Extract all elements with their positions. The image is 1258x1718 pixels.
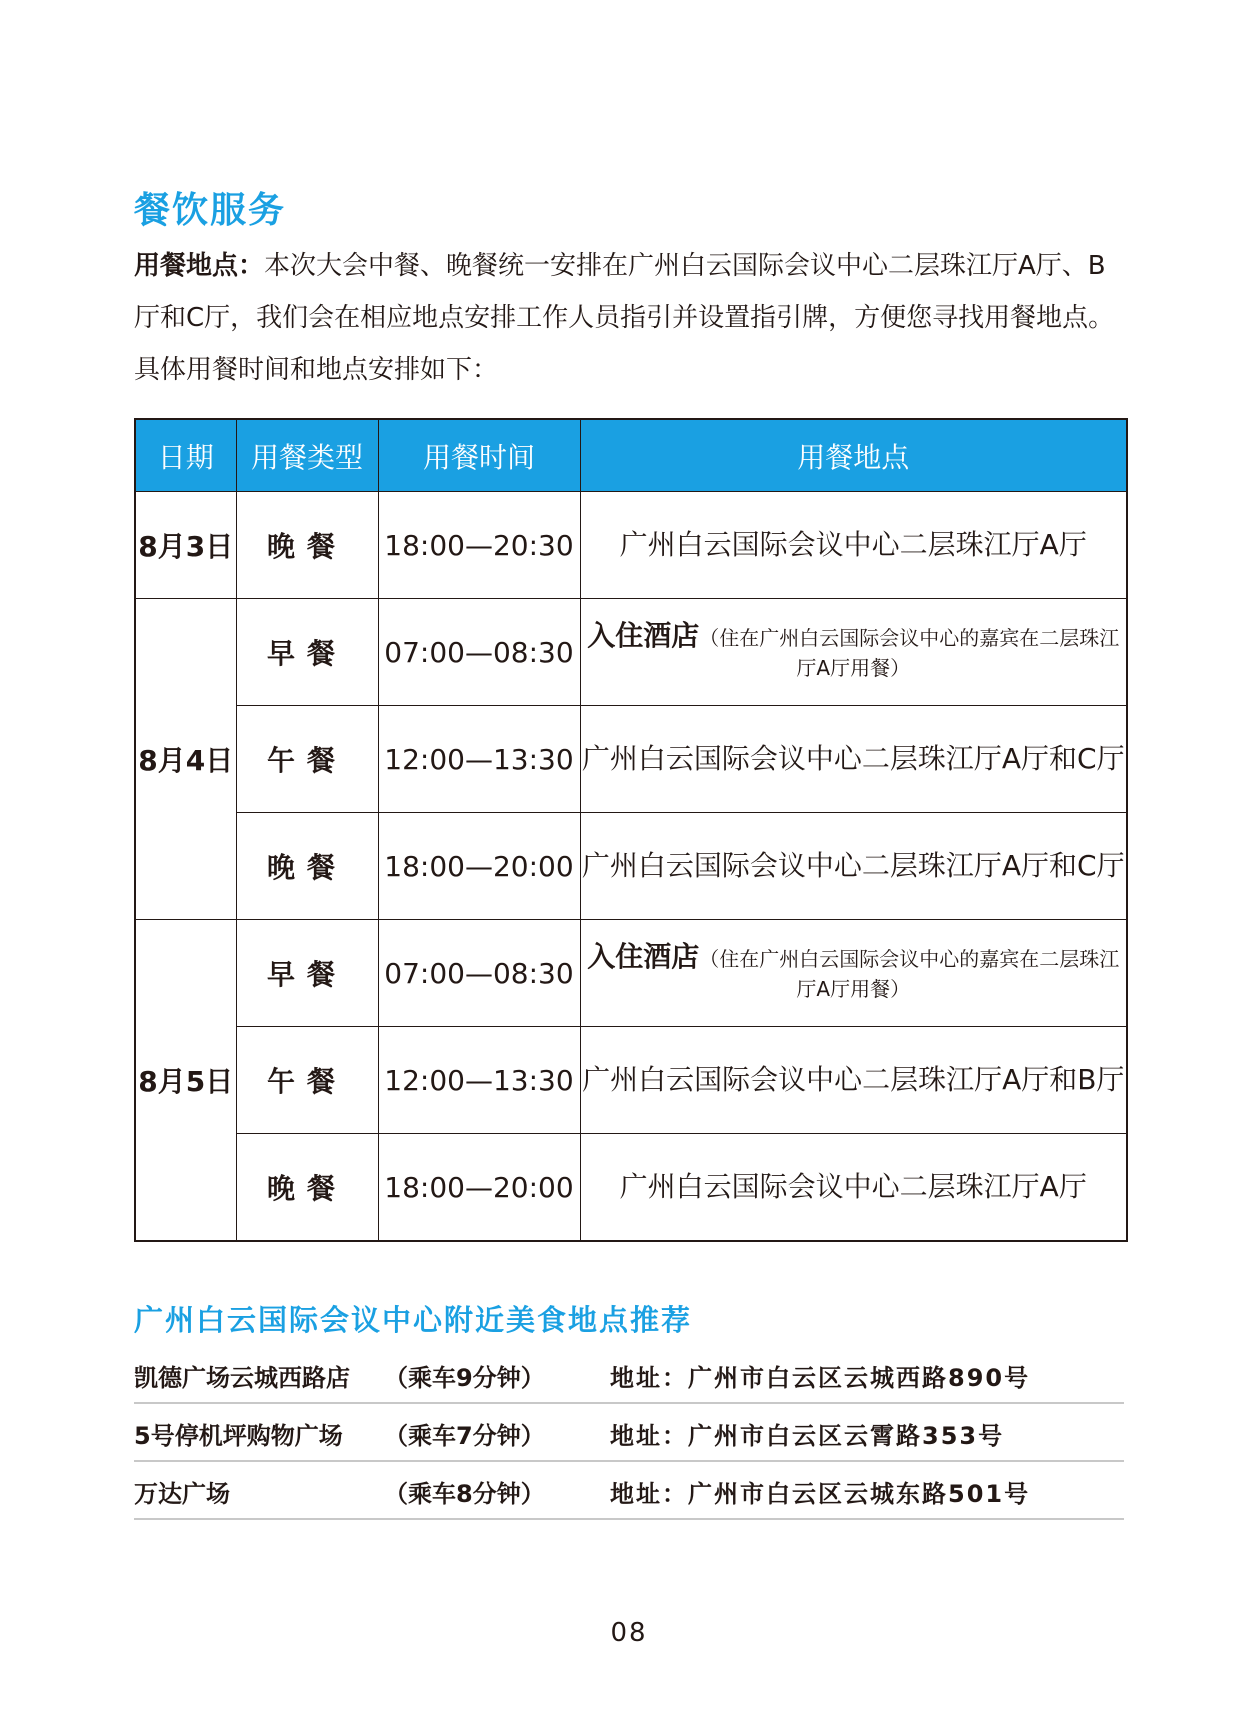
date-cell: 8月5日 (135, 920, 236, 1242)
restaurant-name: 5号停机坪购物广场 (134, 1422, 343, 1450)
meal-type-cell: 早餐 (236, 920, 378, 1027)
meal-time-cell: 12:00—13:30 (378, 706, 580, 813)
header-meal-place: 用餐地点 (580, 419, 1127, 492)
table-row (135, 920, 1127, 1027)
meal-place-cell (580, 920, 1127, 1027)
list-item (134, 1462, 1124, 1520)
table-row (135, 706, 1127, 813)
list-item (134, 1346, 1124, 1404)
meal-type-cell: 晚餐 (236, 1134, 378, 1242)
date-cell: 8月3日 (135, 492, 236, 599)
table-header-row (135, 419, 1127, 492)
place-main: 入住酒店 (587, 940, 700, 973)
meal-time-cell: 18:00—20:00 (378, 1134, 580, 1242)
meal-place-cell: 广州白云国际会议中心二层珠江厅A厅和C厅 (580, 706, 1127, 813)
meal-place-cell: 广州白云国际会议中心二层珠江厅A厅和B厅 (580, 1027, 1127, 1134)
meal-time-cell: 07:00—08:30 (378, 920, 580, 1027)
meal-type-cell: 午餐 (236, 706, 378, 813)
table-row (135, 1027, 1127, 1134)
place-main: 入住酒店 (587, 619, 700, 652)
intro-paragraph (134, 240, 1130, 396)
date-cell: 8月4日 (135, 599, 236, 920)
recommend-list (134, 1346, 1124, 1520)
table-row (135, 1134, 1127, 1242)
meal-type-cell: 早餐 (236, 599, 378, 706)
table-row (135, 492, 1127, 599)
restaurant-name: 万达广场 (134, 1480, 230, 1508)
table-row (135, 813, 1127, 920)
list-item (134, 1404, 1124, 1462)
meal-time-cell: 18:00—20:00 (378, 813, 580, 920)
travel-time: （乘车9分钟） (384, 1364, 545, 1392)
meal-type-cell: 午餐 (236, 1027, 378, 1134)
meal-place-cell (580, 599, 1127, 706)
restaurant-address: 地址：广州市白云区云霄路353号 (610, 1422, 1005, 1450)
meal-place-cell: 广州白云国际会议中心二层珠江厅A厅 (580, 1134, 1127, 1242)
recommend-title: 广州白云国际会议中心附近美食地点推荐 (134, 1303, 693, 1337)
place-note: （住在广州白云国际会议中心的嘉宾在二层珠江厅A厅用餐） (699, 947, 1120, 1001)
restaurant-name: 凯德广场云城西路店 (134, 1364, 350, 1392)
table-row (135, 599, 1127, 706)
header-meal-type: 用餐类型 (236, 419, 378, 492)
restaurant-address: 地址：广州市白云区云城东路501号 (610, 1480, 1031, 1508)
travel-time: （乘车8分钟） (384, 1480, 545, 1508)
travel-time: （乘车7分钟） (384, 1422, 545, 1450)
restaurant-address: 地址：广州市白云区云城西路890号 (610, 1364, 1031, 1392)
meal-time-cell: 07:00—08:30 (378, 599, 580, 706)
meal-time-cell: 12:00—13:30 (378, 1027, 580, 1134)
meal-place-cell: 广州白云国际会议中心二层珠江厅A厅和C厅 (580, 813, 1127, 920)
intro-label: 用餐地点： (134, 251, 265, 281)
meal-schedule-table (134, 418, 1128, 1242)
intro-text: 本次大会中餐、晚餐统一安排在广州白云国际会议中心二层珠江厅A厅、B厅和C厅，我们会在相应地点安排工作人员指引并设置指引牌，方便您寻找用餐地点。具体用餐时间和地点安排如下： (134, 251, 1115, 385)
place-note: （住在广州白云国际会议中心的嘉宾在二层珠江厅A厅用餐） (699, 626, 1120, 680)
page-number: 08 (610, 1618, 648, 1648)
section-title: 餐饮服务 (134, 190, 287, 231)
meal-type-cell: 晚餐 (236, 492, 378, 599)
meal-time-cell: 18:00—20:30 (378, 492, 580, 599)
header-date: 日期 (135, 419, 236, 492)
header-meal-time: 用餐时间 (378, 419, 580, 492)
meal-place-cell: 广州白云国际会议中心二层珠江厅A厅 (580, 492, 1127, 599)
meal-type-cell: 晚餐 (236, 813, 378, 920)
